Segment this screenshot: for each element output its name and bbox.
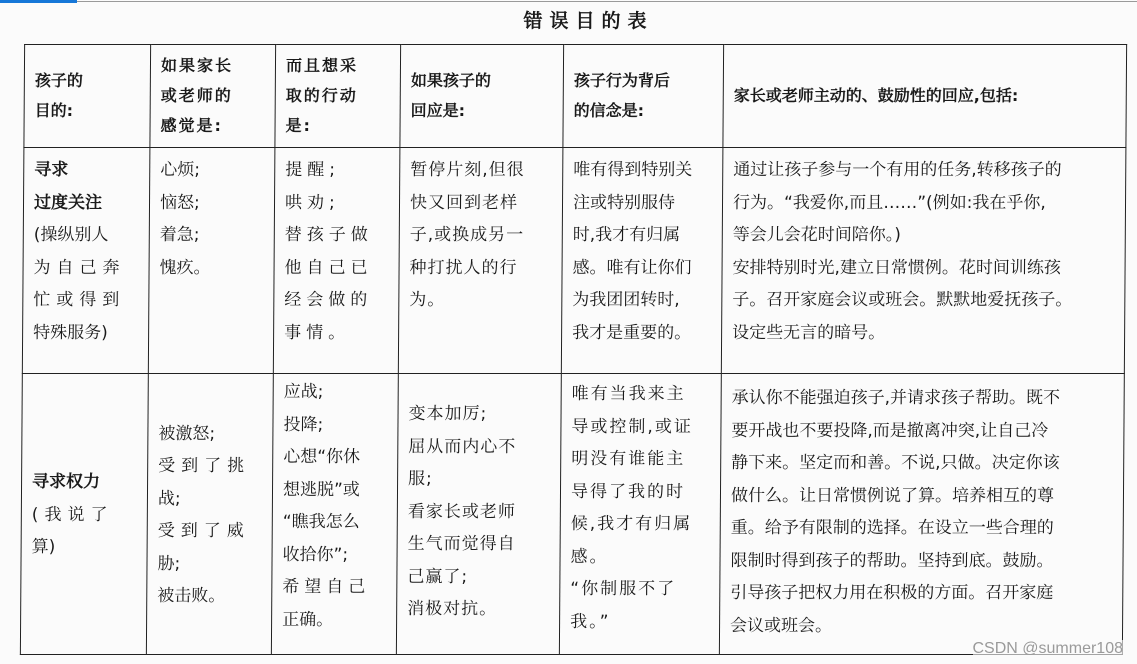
header-line: 取的行动 [285,86,358,105]
cell-line: 种打扰人的行 [409,257,518,278]
cell-line: 安排特别时光,建立日常惯例。花时间训练孩 [732,257,1062,278]
cell-line: 被激怒; [158,423,216,444]
cell-line: 忙或得到 [33,290,126,310]
cell-line: 会议或班会。 [730,615,833,636]
header-line: 目的: [34,101,74,120]
cell-line: 算) [31,537,56,558]
header-belief [563,45,724,148]
cell-line: 己赢了; [407,566,469,587]
cell-line: 限制时得到孩子的帮助。坚持到底。鼓励。 [730,550,1054,571]
cell-line: 我才是重要的。 [572,322,692,343]
cell-line: 我。” [570,611,611,632]
cell-line: 哄劝; [284,192,340,213]
cell-line: 着急; [159,225,200,245]
mistaken-goals-table [20,44,1127,655]
cell-line: 受到了挑 [158,456,251,476]
progress-bar [0,0,77,3]
cell-line: 唯有当我来主 [571,384,686,404]
cell-feeling [146,374,273,655]
cell-encouraging-response [719,374,1124,655]
cell-line: 等会儿会花时间陪你。) [732,225,902,245]
cell-line: 引导孩子把权力用在积极的方面。召开家庭 [730,583,1054,603]
cell-line: 经会做的 [284,290,373,310]
cell-line: 看家长或老师 [407,501,516,522]
header-encouraging-response [723,45,1127,148]
cell-line: 特殊服务) [33,322,108,343]
cell-line: 子。召开家庭会议或班会。默默地爱抚孩子。 [732,290,1073,310]
cell-line: 承认你不能强迫孩子,并请求孩子帮助。既不 [731,388,1061,408]
header-line: 的信念是: [573,101,645,120]
cell-line: 变本加厉; [408,404,488,424]
cell-line: 通过让孩子参与一个有用的任务,转移孩子的 [733,160,1062,180]
cell-line: 暂停片刻,但很 [410,160,525,180]
cell-line: 感。 [570,546,609,567]
header-line: 或老师的 [160,86,233,105]
cell-action [271,374,398,655]
cell-goal [20,374,148,655]
cell-line: 注或特别服侍 [572,192,676,213]
cell-line: 静下来。坚定而和善。不说,只做。决定你该 [731,453,1060,473]
cell-line: 时,我才有归属 [572,225,681,245]
cell-line: 行为。“我爱你,而且……”(例如:我在乎你, [732,192,1046,213]
cell-line: 正确。 [282,609,334,630]
cell-line: (我说了 [31,504,114,525]
header-line: 家长或老师主动的、鼓励性的回应,包括: [733,86,1019,105]
cell-line: 明没有谁能主 [571,449,686,469]
cell-child-response [398,148,563,374]
cell-line: 过度关注 [33,192,103,213]
cell-line: 屈从而内心不 [408,436,517,457]
cell-line: 生气而觉得自 [407,534,516,554]
header-line: 孩子行为背后 [573,71,670,90]
cell-feeling [148,148,275,374]
table-row-attention [22,148,1126,374]
header-line: 孩子的 [34,71,83,90]
cell-line: (操纵别人 [33,225,109,245]
header-child-goal [24,45,151,148]
cell-line: 愧疚。 [159,257,211,278]
cell-line: 寻求 [34,160,69,180]
cell-line: 为。 [409,290,446,310]
cell-child-response [396,374,561,655]
cell-line: 受到了威 [157,521,250,541]
cell-line: 子,或换成另一 [409,225,525,245]
cell-line: 要开战也不要投降,而是撤离冲突,让自己冷 [731,420,1049,441]
cell-line: 寻求权力 [32,472,101,493]
header-line: 回应是: [410,101,466,120]
cell-line: 唯有得到特别关 [573,160,693,180]
header-adult-feeling [150,45,276,148]
cell-line: 快又回到老样 [409,192,519,213]
header-line: 感觉是: [160,116,224,135]
cell-line: “你制服不了 [570,579,677,599]
cell-line: 消极对抗。 [407,599,498,619]
cell-line: 提醒; [285,160,341,180]
page-title: 错误目的表 [523,10,654,32]
cell-line: 事情。 [284,322,351,343]
cell-line: 被击败。 [157,586,226,606]
cell-line: 重。给予有限制的选择。在设立一些合理的 [730,518,1054,538]
header-line: 是: [285,116,313,135]
cell-line: 想逃脱”或 [282,479,360,500]
cell-belief [559,374,721,655]
cell-line: 做什么。让日常惯例说了算。培养相互的尊 [730,485,1055,506]
cell-line: 希望自己 [282,577,371,597]
cell-line: 为自己奔 [33,257,126,278]
cell-line: 候,我才有归属 [570,514,693,534]
cell-line: 导得了我的时 [570,481,686,502]
header-line: 如果家长 [160,56,234,75]
header-line: 而且想采 [285,56,359,75]
cell-belief [561,148,723,374]
cell-line: “瞧我怎么 [282,512,360,532]
cell-goal [22,148,150,374]
cell-line: 恼怒; [159,192,200,213]
cell-line: 设定些无言的暗号。 [732,322,886,343]
cell-line: 投降; [283,414,324,435]
header-line: 如果孩子的 [410,71,491,90]
cell-line: 为我团团转时, [572,290,680,310]
cell-line: 感。唯有让你们 [572,257,692,278]
cell-line: 替孩子做 [284,225,373,245]
cell-line: 导或控制,或证 [571,416,693,437]
cell-line: 战; [157,488,181,509]
cell-line: 应战; [283,382,324,402]
header-child-response [400,45,564,148]
cell-line: 胁; [157,553,181,574]
cell-line: 心烦; [160,160,201,180]
cell-line: 他自己已 [284,257,373,278]
header-adult-action [275,45,401,148]
cell-encouraging-response [721,148,1126,374]
cell-line: 心想“你休 [283,447,361,467]
cell-line: 服; [408,469,433,489]
cell-line: 收拾你”; [282,544,349,565]
header-row [24,45,1127,148]
table-row-power [20,374,1124,655]
cell-action [273,148,400,374]
top-divider [77,1,1137,2]
watermark: CSDN @summer108 [972,640,1123,657]
